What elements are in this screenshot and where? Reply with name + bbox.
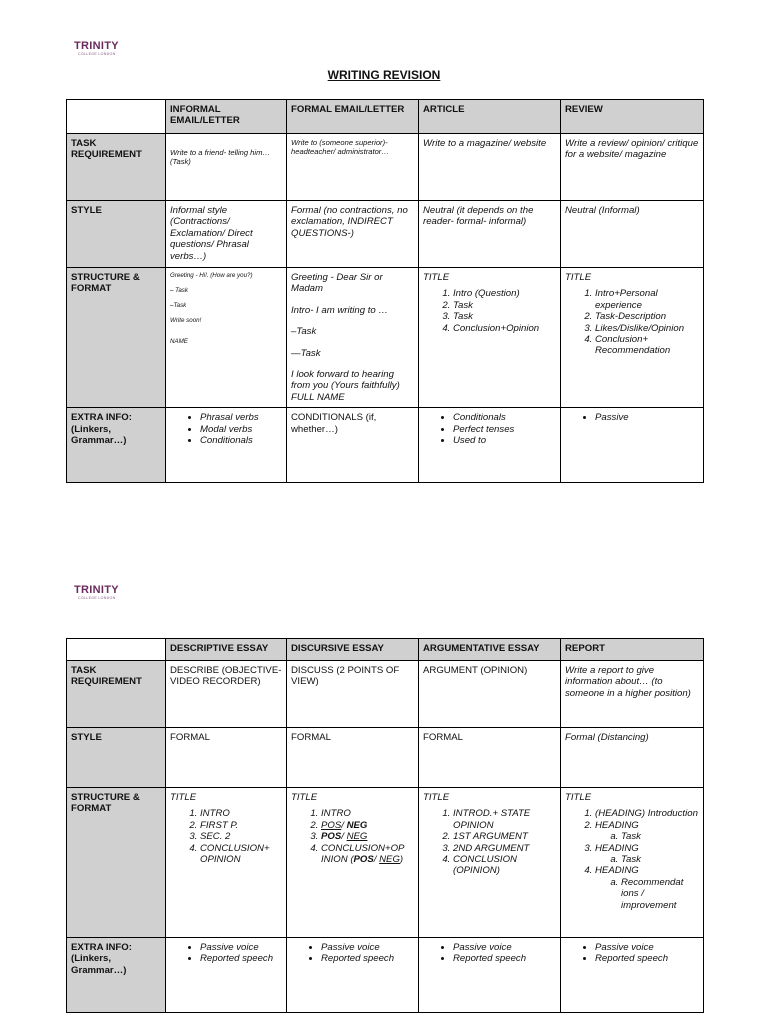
trinity-logo xyxy=(74,585,119,601)
line: TITLE xyxy=(565,792,592,803)
line: TITLE xyxy=(291,792,318,803)
cell: FORMAL xyxy=(166,728,287,788)
row-header: STRUCTURE & FORMAT xyxy=(67,268,166,408)
concl-text: CONCLUSION+OP INION ( xyxy=(321,842,405,866)
logo-text: TRINITY xyxy=(74,40,119,52)
col-header: INFORMAL EMAIL/LETTER xyxy=(166,100,287,134)
list-item: • Passive voice xyxy=(453,942,556,953)
pos-text: POS xyxy=(353,854,374,866)
row-header: EXTRA INFO: (Linkers, Grammar…) xyxy=(67,938,166,1013)
list-item: • Passive voice xyxy=(321,942,414,953)
cell: DESCRIBE (OBJECTIVE- VIDEO RECORDER) xyxy=(166,661,287,728)
cell xyxy=(561,268,704,408)
pos-text: POS xyxy=(321,831,342,843)
list-item: 3. SEC. 2 xyxy=(200,831,282,842)
list-item: 3. Likes/Dislike/Opinion xyxy=(595,323,699,334)
list-item xyxy=(321,843,414,866)
cell xyxy=(561,408,704,483)
pos-text: POS xyxy=(321,819,342,831)
neg-text: NEG xyxy=(346,819,368,831)
cell xyxy=(166,788,287,938)
line: I look forward to hearing from you (Yours faithfully) xyxy=(291,369,400,392)
line: NAME xyxy=(170,338,188,345)
col-header: REPORT xyxy=(561,639,704,661)
list-item: 1. INTRO xyxy=(321,808,414,819)
list-item: 1. (HEADING) Introduction xyxy=(595,808,699,819)
slash: / xyxy=(341,819,347,831)
list-item: • Used to xyxy=(453,435,556,446)
list-item: • Reported speech xyxy=(321,953,414,964)
list-item: 2. FIRST P. xyxy=(200,820,282,831)
sub-item: a. Task xyxy=(621,854,699,865)
line: TITLE xyxy=(565,272,592,283)
cell: Formal (no contractions, no exclamation, INDIRECT QUESTIONS-) xyxy=(287,201,419,268)
line: Greeting - Hi!. (How are you?) xyxy=(170,272,253,279)
cell xyxy=(166,268,287,408)
line: FULL NAME xyxy=(291,391,345,403)
cell: CONDITIONALS (if, whether…) xyxy=(287,408,419,483)
list-item xyxy=(321,831,414,842)
cell: Write a review/ opinion/ critique for a website/ magazine xyxy=(561,134,704,201)
writing-table-1 xyxy=(66,99,704,483)
cell xyxy=(419,268,561,408)
page-title: WRITING REVISION xyxy=(327,68,441,82)
list-item: 2. 1ST ARGUMENT xyxy=(453,831,556,842)
cell: Formal (Distancing) xyxy=(561,728,704,788)
list-item: • Reported speech xyxy=(200,953,282,964)
cell: Write to a friend- telling him… (Task) xyxy=(166,134,287,201)
neg-text: NEG xyxy=(379,854,400,866)
list-item: • Phrasal verbs xyxy=(200,412,282,423)
list-item: 4. Conclusion+ Recommendation xyxy=(595,334,699,357)
list-item: 3. Task xyxy=(453,311,556,322)
list-item: 1. Intro+Personal experience xyxy=(595,288,699,311)
col-header: DISCURSIVE ESSAY xyxy=(287,639,419,661)
cell xyxy=(419,408,561,483)
cell: Write to (someone superior)- headteacher/ administrator… xyxy=(287,134,419,201)
col-header: FORMAL EMAIL/LETTER xyxy=(287,100,419,134)
corner-cell xyxy=(67,100,166,134)
cell: Informal style (Contractions/ Exclamation/ Direct questions/ Phrasal verbs…) xyxy=(166,201,287,268)
slash: / xyxy=(373,854,380,866)
neg-text: NEG xyxy=(346,831,368,843)
cell xyxy=(166,938,287,1013)
list-item: 3. 2ND ARGUMENT xyxy=(453,843,556,854)
list-item: • Passive voice xyxy=(200,942,282,953)
writing-table-2 xyxy=(66,638,704,1013)
logo-subtext: COLLEGE LONDON xyxy=(78,596,116,600)
line: TITLE xyxy=(170,792,197,803)
close-paren: ) xyxy=(399,854,404,866)
list-item: • Conditionals xyxy=(453,412,556,423)
list-item: • Conditionals xyxy=(200,435,282,446)
cell xyxy=(166,408,287,483)
cell: Write to a magazine/ website xyxy=(419,134,561,201)
cell: FORMAL xyxy=(287,728,419,788)
list-item: 1. Intro (Question) xyxy=(453,288,556,299)
sub-item: a. Recommendat ions / improvement xyxy=(621,877,699,911)
list-item xyxy=(595,820,699,843)
row-header: STYLE xyxy=(67,728,166,788)
cell xyxy=(561,788,704,938)
list-item: • Perfect tenses xyxy=(453,424,556,435)
col-header: ARGUMENTATIVE ESSAY xyxy=(419,639,561,661)
cell: FORMAL xyxy=(419,728,561,788)
line: Write soon! xyxy=(170,317,202,324)
list-item: 4. CONCLUSION+ OPINION xyxy=(200,843,282,866)
cell xyxy=(287,268,419,408)
list-item: • Reported speech xyxy=(595,953,699,964)
list-item: • Passive voice xyxy=(595,942,699,953)
corner-cell xyxy=(67,639,166,661)
line: – Task xyxy=(170,287,188,294)
sub-item: a. Task xyxy=(621,831,699,842)
row-header: TASK REQUIREMENT xyxy=(67,134,166,201)
list-item: 4. CONCLUSION (OPINION) xyxy=(453,854,556,877)
cell xyxy=(419,788,561,938)
line: –Task xyxy=(291,326,317,338)
logo-text: TRINITY xyxy=(74,584,119,596)
list-item: • Reported speech xyxy=(453,953,556,964)
row-header: EXTRA INFO: (Linkers, Grammar…) xyxy=(67,408,166,483)
cell xyxy=(287,788,419,938)
list-item xyxy=(595,843,699,866)
slash: / xyxy=(341,831,347,843)
trinity-logo xyxy=(74,41,119,57)
list-item xyxy=(321,820,414,831)
cell: ARGUMENT (OPINION) xyxy=(419,661,561,728)
cell xyxy=(419,938,561,1013)
heading-text: HEADING xyxy=(595,865,639,877)
line: TITLE xyxy=(423,792,450,803)
col-header: DESCRIPTIVE ESSAY xyxy=(166,639,287,661)
list-item: 2. Task-Description xyxy=(595,311,699,322)
cell xyxy=(561,938,704,1013)
heading-text: HEADING xyxy=(595,842,639,854)
row-header: STRUCTURE & FORMAT xyxy=(67,788,166,938)
line: Greeting - Dear Sir or Madam xyxy=(291,272,383,295)
line: –Task xyxy=(170,302,187,309)
line: —Task xyxy=(291,347,321,359)
col-header: ARTICLE xyxy=(419,100,561,134)
list-item: 1. INTROD.+ STATE OPINION xyxy=(453,808,556,831)
cell xyxy=(287,938,419,1013)
list-item: • Passive xyxy=(595,412,699,423)
list-item xyxy=(595,865,699,911)
cell: Neutral (Informal) xyxy=(561,201,704,268)
cell: Neutral (it depends on the reader- formal- informal) xyxy=(419,201,561,268)
line: Intro- I am writing to … xyxy=(291,304,389,316)
cell: Write a report to give information about… (to someone in a higher position) xyxy=(561,661,704,728)
heading-text: HEADING xyxy=(595,819,639,831)
list-item: 2. Task xyxy=(453,300,556,311)
list-item: 4. Conclusion+Opinion xyxy=(453,323,556,334)
col-header: REVIEW xyxy=(561,100,704,134)
row-header: STYLE xyxy=(67,201,166,268)
cell: DISCUSS (2 POINTS OF VIEW) xyxy=(287,661,419,728)
logo-subtext: COLLEGE LONDON xyxy=(78,52,116,56)
row-header: TASK REQUIREMENT xyxy=(67,661,166,728)
list-item: • Modal verbs xyxy=(200,424,282,435)
line: TITLE xyxy=(423,272,450,283)
list-item: 1. INTRO xyxy=(200,808,282,819)
